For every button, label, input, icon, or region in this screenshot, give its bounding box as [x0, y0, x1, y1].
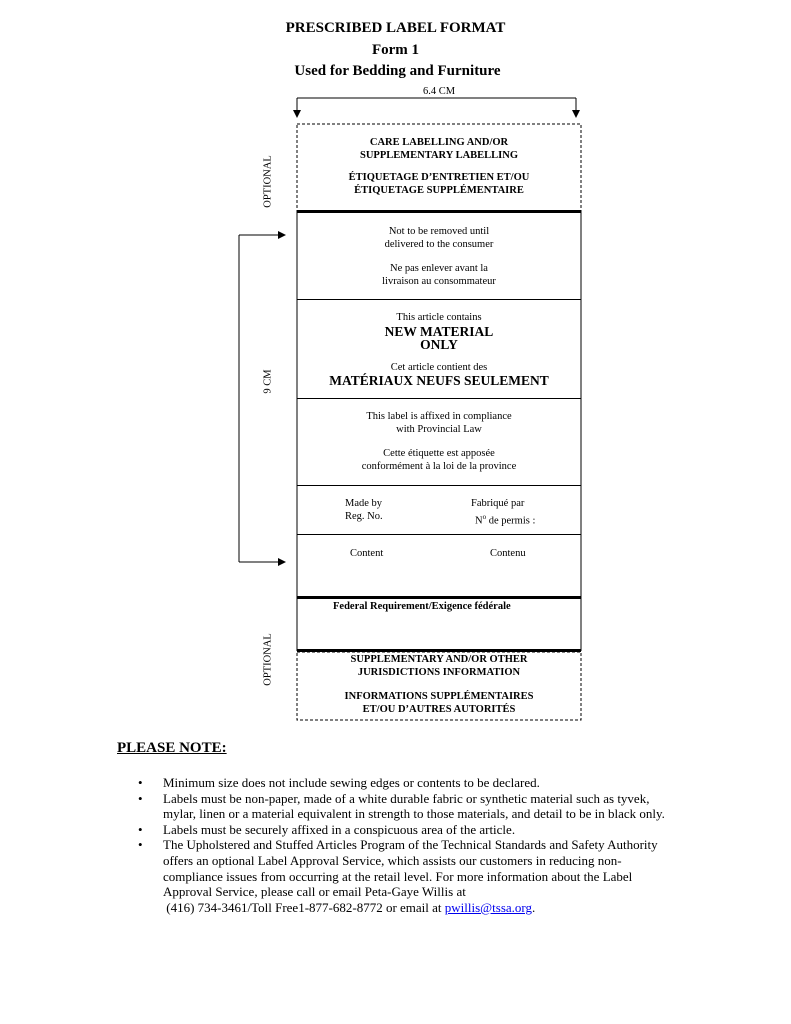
- compliance-section: [297, 411, 581, 473]
- permis-sup: o: [482, 513, 487, 521]
- federal-requirement: Federal Requirement/Exigence fédérale: [333, 601, 511, 612]
- note-4-line-4: Approval Service, please call or email Peta-Gaye Willis at: [163, 884, 466, 900]
- page-title: PRESCRIBED LABEL FORMAT: [285, 20, 506, 36]
- notes-heading: PLEASE NOTE:: [117, 740, 227, 756]
- divider-removal: [297, 299, 581, 300]
- divider-material: [297, 398, 581, 399]
- removal-fr-line-2: livraison au consommateur: [382, 275, 496, 287]
- divider-compliance: [297, 485, 581, 486]
- note-item-4: [138, 837, 778, 915]
- affixed-en-line-2: with Provincial Law: [396, 423, 482, 435]
- supplementary-section: [297, 654, 581, 716]
- contains-fr: Cet article contient des: [390, 361, 488, 373]
- note-4-line-1: • The Upholstered and Stuffed Articles Program of the Technical Standards and Safety Authority: [163, 837, 658, 853]
- width-label: 6.4 CM: [422, 86, 456, 97]
- note-1-text: Minimum size does not include sewing edges or contents to be declared.: [163, 775, 540, 790]
- care-fr-line-2: ÉTIQUETAGE SUPPLÉMENTAIRE: [354, 184, 524, 196]
- divider-care: [297, 210, 581, 213]
- content-en-label: Content: [350, 548, 384, 559]
- permis-suffix: de permis :: [486, 515, 536, 527]
- content-fr-label: Contenu: [490, 548, 526, 559]
- made-by-label: Made by: [345, 498, 383, 509]
- removal-en-line-2: delivered to the consumer: [384, 238, 494, 250]
- optional-label-bottom: OPTIONAL: [262, 633, 274, 686]
- notes-list: [138, 775, 778, 915]
- removal-notice-section: [297, 226, 581, 288]
- permis-prefix: N: [475, 515, 483, 527]
- removal-en-line-1: Not to be removed until: [388, 226, 490, 237]
- divider-content: [297, 596, 581, 599]
- care-fr-line-1: ÉTIQUETAGE D’ENTRETIEN ET/OU: [348, 172, 530, 183]
- note-4-line-3: compliance issues from occurring at the retail level. For more information about the Label: [163, 868, 633, 884]
- care-en-line-1: CARE LABELLING AND/OR: [369, 137, 509, 148]
- supp-en-line-1: SUPPLEMENTARY AND/OR OTHER: [350, 654, 528, 665]
- fabrique-par-label: Fabriqué par: [471, 498, 525, 509]
- contains-en: This article contains: [396, 312, 482, 323]
- new-material-section: [297, 312, 581, 387]
- contact-suffix: .: [532, 899, 536, 915]
- affixed-fr-line-2: conformément à la loi de la province: [361, 460, 517, 472]
- note-4-contact-line: [163, 900, 778, 916]
- care-labelling-section: [297, 137, 581, 197]
- page-subtitle: Used for Bedding and Furniture: [294, 63, 501, 79]
- form-number: Form 1: [371, 42, 420, 58]
- optional-label-top: OPTIONAL: [262, 155, 274, 208]
- affixed-en-line-1: This label is affixed in compliance: [366, 411, 512, 422]
- supp-fr-line-1: INFORMATIONS SUPPLÉMENTAIRES: [344, 691, 534, 702]
- note-2-line-1: • Labels must be non-paper, made of a white durable fabric or synthetic material such as tyvek,: [163, 790, 650, 806]
- email-link[interactable]: pwillis@tssa.org: [444, 899, 532, 915]
- divider-federal: [297, 649, 581, 652]
- note-3-text: Labels must be securely affixed in a conspicuous area of the article.: [163, 821, 516, 837]
- note-4-line-2: offers an optional Label Approval Service, which assists our customers in reducing non-: [163, 852, 622, 868]
- note-2-line-2: mylar, linen or a material equivalent in strength to those materials, and detail to be in black only.: [163, 806, 665, 822]
- note-item-1: [138, 775, 778, 791]
- note-item-3: [138, 822, 778, 838]
- affixed-fr-line-1: Cette étiquette est apposée: [383, 448, 495, 459]
- reg-no-label: Reg. No.: [345, 511, 383, 522]
- width-dimension-arrow: [293, 98, 580, 118]
- height-label: 9 CM: [262, 369, 274, 394]
- care-en-line-2: SUPPLEMENTARY LABELLING: [359, 149, 519, 161]
- notes-list-container: [138, 775, 778, 915]
- new-material-line-1: NEW MATERIAL: [384, 323, 494, 339]
- permis-label: [475, 511, 535, 528]
- note-item-2: [138, 791, 778, 822]
- contact-phone: (416) 734-3461/Toll Free1-877-682-8772 or email at: [163, 899, 445, 915]
- supp-en-line-2: JURISDICTIONS INFORMATION: [357, 666, 521, 678]
- materiaux-neufs: MATÉRIAUX NEUFS SEULEMENT: [329, 373, 549, 388]
- removal-fr-line-1: Ne pas enlever avant la: [390, 263, 488, 274]
- new-material-line-2: ONLY: [420, 336, 458, 352]
- divider-maker: [297, 534, 581, 535]
- supp-fr-line-2: ET/OU D’AUTRES AUTORITÉS: [362, 703, 516, 715]
